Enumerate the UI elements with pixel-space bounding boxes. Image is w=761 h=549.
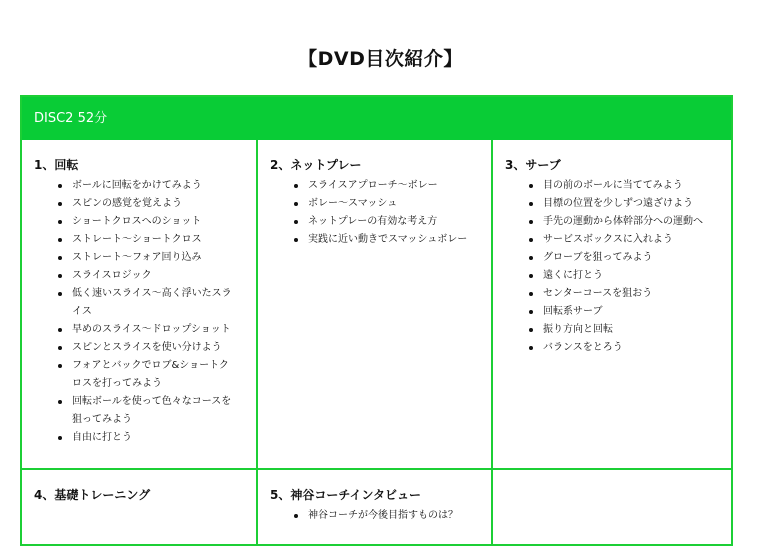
list-item: ボールに回転をかけてみよう (58, 177, 237, 195)
list-item: ストレート～フォア回り込み (58, 249, 237, 267)
list-item: 早めのスライス～ドロップショット (58, 321, 237, 339)
list-item: 回転ボールを使って色々なコースを狙ってみよう (58, 393, 237, 429)
section-serve (491, 140, 731, 468)
list-item: スライスアプローチ～ボレー (294, 177, 481, 195)
section-coach-interview (256, 468, 491, 544)
list-item: ボレー～スマッシュ (294, 195, 481, 213)
list-item: 実践に近い動きでスマッシュボレー (294, 231, 481, 249)
disc-header: DISC2 52分 (22, 97, 731, 140)
list-item: 手先の運動から体幹部分への運動へ (529, 213, 721, 231)
page-title: 【DVD目次紹介】 (298, 48, 463, 70)
list-item: スライスロジック (58, 267, 237, 285)
list-item: ストレート～ショートクロス (58, 231, 237, 249)
section-title: 3、サーブ (505, 158, 561, 172)
section-title: 4、基礎トレーニング (34, 488, 151, 502)
list-item: フォアとバックでロブ&ショートクロスを打ってみよう (58, 357, 237, 393)
topic-list (505, 177, 721, 357)
list-item: グローブを狙ってみよう (529, 249, 721, 267)
list-item: ネットプレーの有効な考え方 (294, 213, 481, 231)
topic-list (270, 507, 481, 525)
empty-cell (491, 468, 731, 544)
list-item: スピンの感覚を覚えよう (58, 195, 237, 213)
list-item: スピンとスライスを使い分けよう (58, 339, 237, 357)
list-item: 遠くに打とう (529, 267, 721, 285)
section-net-play (256, 140, 491, 468)
list-item: 目の前のボールに当ててみよう (529, 177, 721, 195)
list-item: バランスをとろう (529, 339, 721, 357)
dvd-contents-table (20, 95, 733, 546)
list-item: 回転系サーブ (529, 303, 721, 321)
list-item: 目標の位置を少しずつ遠ざけよう (529, 195, 721, 213)
list-item: 低く速いスライス～高く浮いたスライス (58, 285, 237, 321)
list-item: センターコースを狙おう (529, 285, 721, 303)
section-title: 2、ネットプレー (270, 158, 362, 172)
topic-list (34, 177, 246, 447)
section-rotation (22, 140, 256, 468)
list-item: サービスボックスに入れよう (529, 231, 721, 249)
section-title: 1、回転 (34, 158, 79, 172)
list-item: 自由に打とう (58, 429, 237, 447)
topic-list (270, 177, 481, 249)
list-item: 振り方向と回転 (529, 321, 721, 339)
section-basic-training (22, 468, 256, 544)
section-title: 5、神谷コーチインタビュー (270, 488, 422, 502)
list-item: 神谷コーチが今後目指すものは？ (294, 507, 481, 525)
list-item: ショートクロスへのショット (58, 213, 237, 231)
